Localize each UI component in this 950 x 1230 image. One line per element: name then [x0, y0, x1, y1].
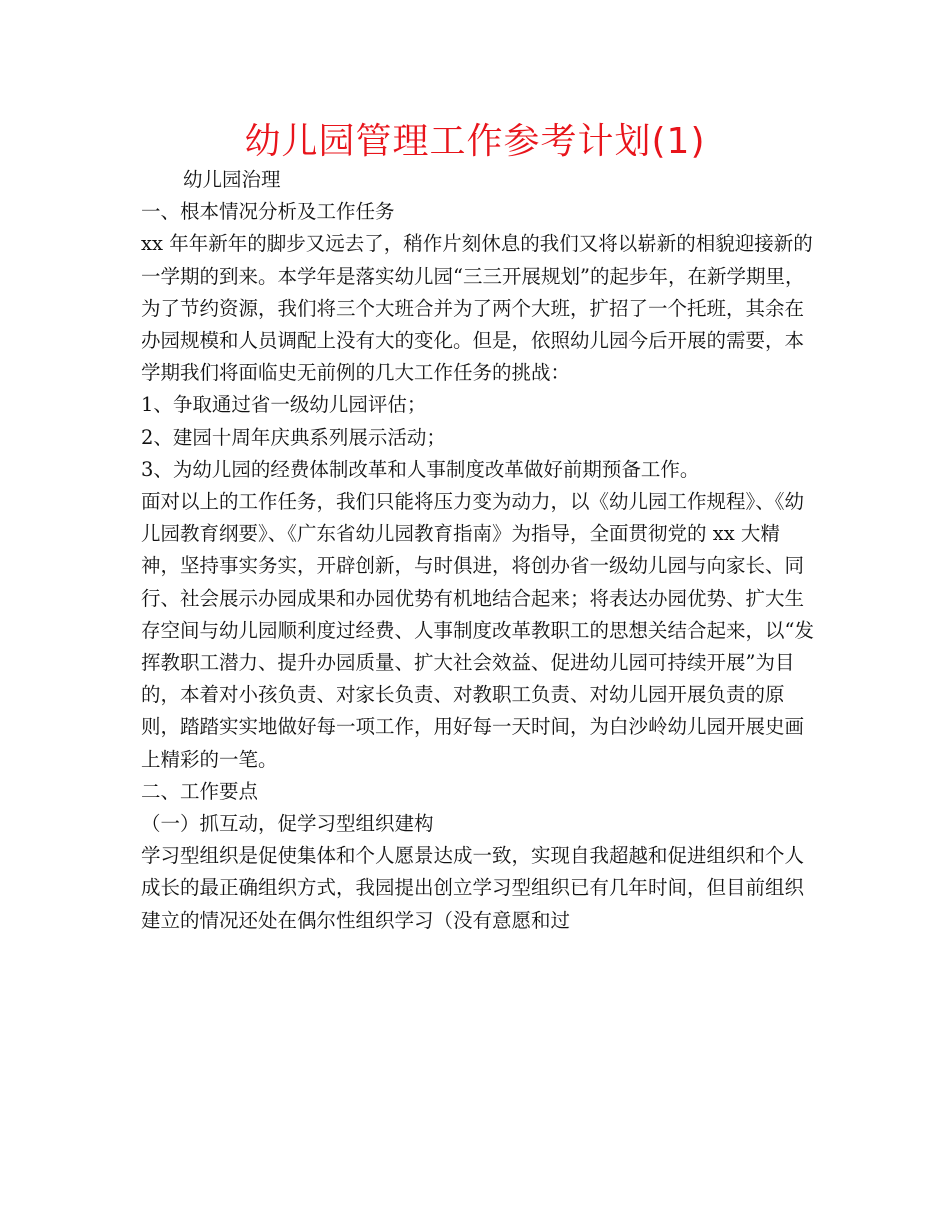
paragraph: xx 年年新年的脚步又远去了，稍作片刻休息的我们又将以崭新的相貌迎接新的一学期的到来。本学年是落实幼儿园“三三开展规划”的起步年，在新学期里，为了节约资源，我们将三个大班合并为了两个大班，扩招了一个托班，其余在办园规模和人员调配上没有大的变化。但是，依照幼儿园今后开展的需要，本学期我们将面临史无前例的几大工作任务的挑战： [141, 232, 813, 385]
list-item: 3、为幼儿园的经费体制改革和人事制度改革做好前期预备工作。 [141, 457, 700, 481]
document-body [141, 164, 815, 937]
subsection-heading: （一）抓互动，促学习型组织建构 [141, 812, 434, 836]
paragraph-subtitle: 幼儿园治理 [183, 168, 281, 191]
document-title: 幼儿园管理工作参考计划(1) [244, 121, 706, 162]
list-item: 2、建园十周年庆典系列展示活动； [141, 425, 446, 449]
paragraph: 面对以上的工作任务，我们只能将压力变为动力，以《幼儿园工作规程》、《幼儿园教育纲要》、《广东省幼儿园教育指南》为指导，全面贯彻党的 xx 大精神，坚持事实务实，开辟创新，与时俱进，将创办省一级幼儿园与向家长、同行、社会展示办园成果和办园优势有机地结合起来；将表达办园优势、扩大生存空间与幼儿园顺利度过经费、人事制度改革教职工的思想关结合起来，以“发挥教职工潜力、提升办园质量、扩大社会效益、促进幼儿园可持续开展”为目的，本着对小孩负责、对家长负责、对教职工负责、对幼儿园开展负责的原则，踏踏实实地做好每一项工作，用好每一天时间，为白沙岭幼儿园开展史画上精彩的一笔。 [141, 490, 814, 771]
section-heading-1: 一、根本情况分析及工作任务 [141, 200, 395, 224]
section-heading-2: 二、工作要点 [141, 779, 259, 803]
list-item: 1、争取通过省一级幼儿园评估； [141, 393, 427, 417]
paragraph: 学习型组织是促使集体和个人愿景达成一致，实现自我超越和促进组织和个人成长的最正确组织方式，我园提出创立学习型组织已有几年时间，但目前组织建立的情况还处在偶尔性组织学习（没有意愿和过 [141, 844, 805, 932]
